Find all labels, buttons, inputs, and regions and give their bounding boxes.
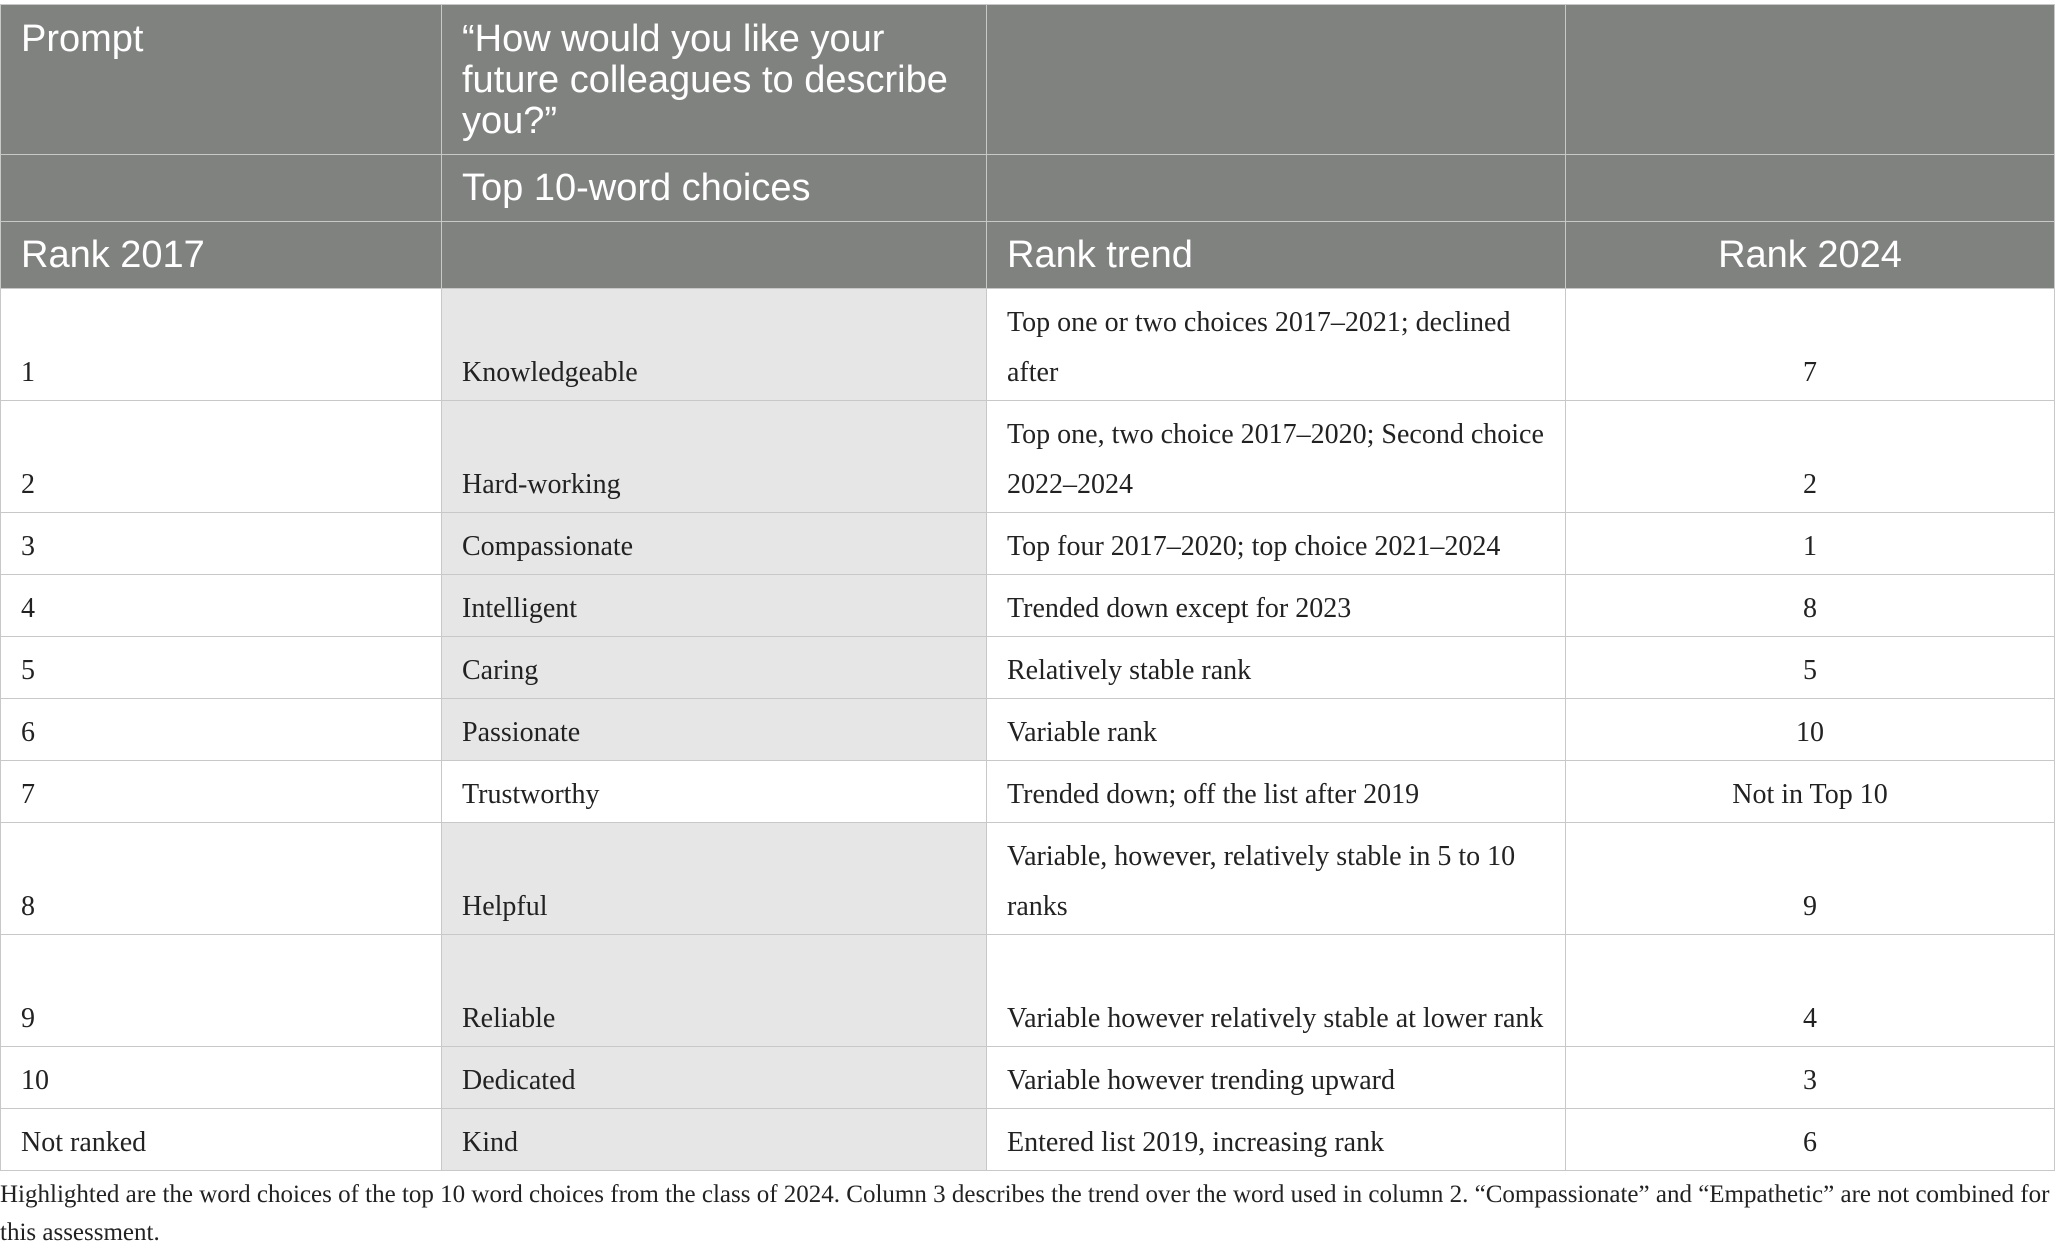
cell-rank-2024: 3	[1566, 1047, 2055, 1109]
header-empty-cell	[1, 155, 442, 222]
cell-rank-2024: 9	[1566, 823, 2055, 935]
cell-word: Reliable	[442, 935, 987, 1047]
header-prompt-label: Prompt	[1, 5, 442, 155]
cell-word: Dedicated	[442, 1047, 987, 1109]
cell-rank-2024: 8	[1566, 575, 2055, 637]
table-row	[1, 637, 2055, 699]
table-row	[1, 935, 2055, 1047]
cell-trend: Variable however relatively stable at lower rank	[987, 935, 1566, 1047]
cell-trend: Trended down except for 2023	[987, 575, 1566, 637]
table-header	[1, 5, 2055, 289]
cell-rank-2024: 2	[1566, 401, 2055, 513]
column-header-rank-trend: Rank trend	[987, 222, 1566, 289]
cell-rank-2017: Not ranked	[1, 1109, 442, 1171]
table-row	[1, 1109, 2055, 1171]
cell-rank-2017: 1	[1, 289, 442, 401]
cell-word: Kind	[442, 1109, 987, 1171]
table-row	[1, 513, 2055, 575]
cell-trend: Relatively stable rank	[987, 637, 1566, 699]
cell-word: Intelligent	[442, 575, 987, 637]
table-row	[1, 575, 2055, 637]
header-row-subtitle	[1, 155, 2055, 222]
cell-trend: Top one, two choice 2017–2020; Second choice 2022–2024	[987, 401, 1566, 513]
cell-rank-2024: 6	[1566, 1109, 2055, 1171]
cell-word: Helpful	[442, 823, 987, 935]
table-body	[1, 289, 2055, 1171]
cell-rank-2024: 5	[1566, 637, 2055, 699]
header-empty-cell	[1566, 155, 2055, 222]
cell-rank-2017: 9	[1, 935, 442, 1047]
table-row	[1, 823, 2055, 935]
cell-rank-2024: 4	[1566, 935, 2055, 1047]
cell-word: Trustworthy	[442, 761, 987, 823]
header-empty-cell	[987, 5, 1566, 155]
table-row	[1, 401, 2055, 513]
cell-rank-2024: 7	[1566, 289, 2055, 401]
cell-word: Hard-working	[442, 401, 987, 513]
table-row	[1, 761, 2055, 823]
cell-trend: Variable however trending upward	[987, 1047, 1566, 1109]
header-empty-cell	[442, 222, 987, 289]
cell-rank-2024: 10	[1566, 699, 2055, 761]
cell-trend: Top one or two choices 2017–2021; declined after	[987, 289, 1566, 401]
cell-rank-2017: 3	[1, 513, 442, 575]
table-row	[1, 699, 2055, 761]
cell-rank-2024: Not in Top 10	[1566, 761, 2055, 823]
header-row-prompt	[1, 5, 2055, 155]
header-prompt-question: “How would you like your future colleagues to describe you?”	[442, 5, 987, 155]
table-footnote: Highlighted are the word choices of the top 10 word choices from the class of 2024. Column 3 describes the trend over the word used in column 2. “Compassionate” and “Empathetic” are not combined for this assessment.	[0, 1181, 2050, 1246]
column-header-rank-2024: Rank 2024	[1566, 222, 2055, 289]
cell-rank-2024: 1	[1566, 513, 2055, 575]
cell-rank-2017: 6	[1, 699, 442, 761]
cell-rank-2017: 5	[1, 637, 442, 699]
cell-word: Compassionate	[442, 513, 987, 575]
table-container	[0, 4, 2054, 1171]
header-empty-cell	[1566, 5, 2055, 155]
column-header-rank-2017: Rank 2017	[1, 222, 442, 289]
cell-trend: Variable, however, relatively stable in 5 to 10 ranks	[987, 823, 1566, 935]
cell-trend: Trended down; off the list after 2019	[987, 761, 1566, 823]
cell-rank-2017: 4	[1, 575, 442, 637]
cell-trend: Top four 2017–2020; top choice 2021–2024	[987, 513, 1566, 575]
cell-trend: Variable rank	[987, 699, 1566, 761]
word-choice-table	[0, 4, 2055, 1171]
header-empty-cell	[987, 155, 1566, 222]
cell-trend: Entered list 2019, increasing rank	[987, 1109, 1566, 1171]
cell-rank-2017: 7	[1, 761, 442, 823]
table-row	[1, 1047, 2055, 1109]
cell-word: Passionate	[442, 699, 987, 761]
cell-rank-2017: 10	[1, 1047, 442, 1109]
cell-word: Caring	[442, 637, 987, 699]
cell-rank-2017: 8	[1, 823, 442, 935]
table-row	[1, 289, 2055, 401]
header-row-columns	[1, 222, 2055, 289]
cell-word: Knowledgeable	[442, 289, 987, 401]
cell-rank-2017: 2	[1, 401, 442, 513]
header-top-choices-label: Top 10-word choices	[442, 155, 987, 222]
